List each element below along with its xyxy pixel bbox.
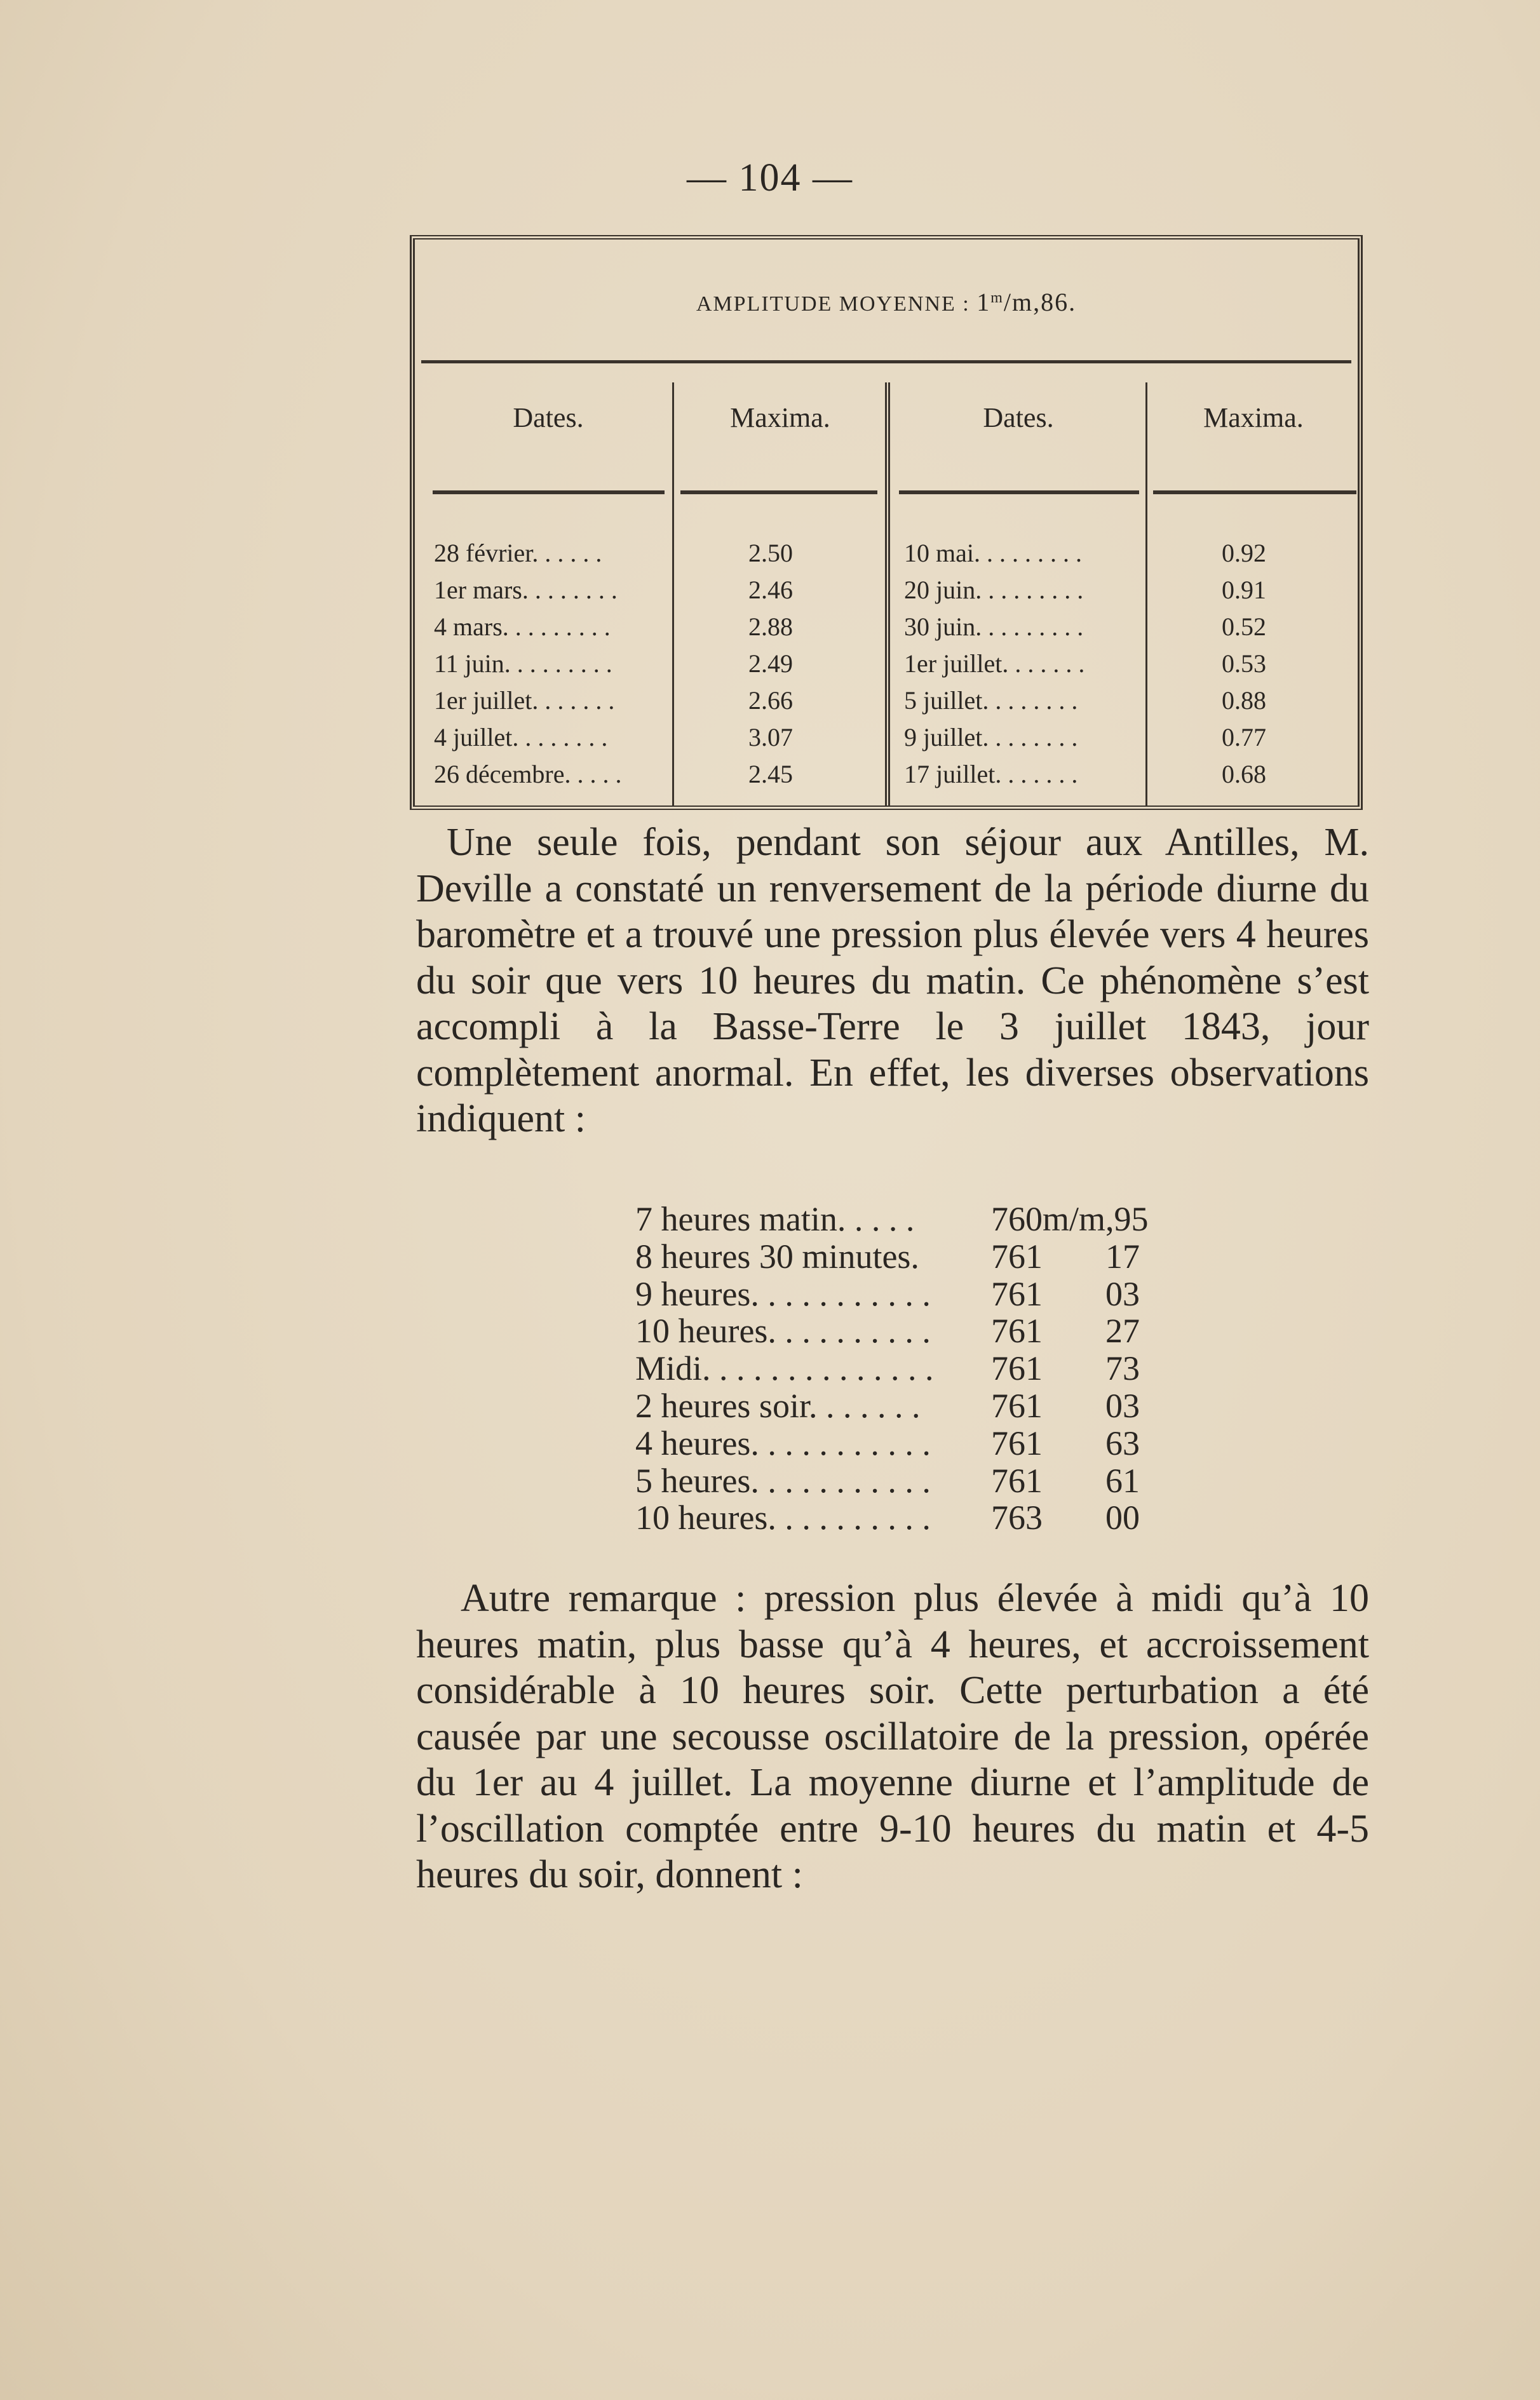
table-title-value: 1$^m$/m,86.	[976, 288, 1077, 316]
right-maxima-column	[1222, 535, 1349, 793]
left-maximum: 2.49	[748, 649, 793, 678]
page-number: — 104 —	[687, 156, 853, 199]
left-maximum: 2.50	[748, 539, 793, 567]
right-maximum: 0.77	[1222, 723, 1266, 752]
header-maxima-right: Maxima.	[1203, 402, 1304, 433]
observation-pressure: 761	[991, 1312, 1043, 1351]
observation-pressure: 761	[991, 1461, 1043, 1500]
center-divider	[885, 382, 890, 806]
paragraph-2: Autre remarque : pression plus élevée à midi qu’à 10 heures matin, plus basse qu’à 4 heures, et accroissement considérable à 10 heures soir. Cette perturbation a été causée par une secousse oscillatoire de la pression, opérée du 1er au 4 juillet. La moyenne diurne et l’amplitude de l’oscillation comptée entre 9-10 heures du matin et 4-5 heures du soir, donnent :	[416, 1577, 1369, 1896]
observation-time: 2 heures soir. . . . . . .	[635, 1386, 921, 1425]
right-maximum: 0.91	[1222, 576, 1266, 604]
observation-pressure: 760m/m,95	[991, 1200, 1149, 1238]
observation-time: 8 heures 30 minutes.	[635, 1237, 919, 1276]
maxima-table	[410, 235, 1363, 810]
left-maximum: 3.07	[748, 723, 793, 752]
observation-fraction: 73	[1105, 1349, 1140, 1388]
observation-pressure: 761	[991, 1237, 1043, 1276]
right-date: 10 mai. . . . . . . . .	[904, 539, 1082, 567]
observation-time: 4 heures. . . . . . . . . . .	[635, 1424, 931, 1462]
observation-time: 10 heures. . . . . . . . . .	[635, 1312, 931, 1351]
observation-time: Midi. . . . . . . . . . . . . .	[635, 1349, 934, 1388]
observation-fraction: 03	[1105, 1274, 1140, 1313]
observation-pressure: 761	[991, 1424, 1043, 1462]
right-date: 9 juillet. . . . . . . .	[904, 723, 1078, 752]
left-date: 1er mars. . . . . . . .	[434, 576, 618, 604]
left-maximum: 2.46	[748, 576, 793, 604]
observation-pressure: 763	[991, 1499, 1043, 1537]
right-date: 30 juin. . . . . . . . .	[904, 612, 1084, 641]
right-date: 20 juin. . . . . . . . .	[904, 576, 1084, 604]
header-rule	[899, 490, 1139, 494]
observation-pressure: 761	[991, 1386, 1043, 1425]
observation-fraction: 61	[1105, 1461, 1140, 1500]
observation-time: 5 heures. . . . . . . . . . .	[635, 1461, 931, 1500]
paragraph-1: Une seule fois, pendant son séjour aux Antilles, M. Deville a constaté un renversement de la période diurne du baromètre et a trouvé une pression plus élevée vers 4 heures du soir que vers 10 heures du matin. Ce phénomène s’est accompli à la Basse-Terre le 3 juillet 1843, jour complètement anormal. En effet, les diverses observations indiquent :	[416, 821, 1369, 1140]
right-maximum: 0.92	[1222, 539, 1266, 567]
header-rule	[433, 490, 665, 494]
observation-fraction: 03	[1105, 1386, 1140, 1425]
right-dates-column	[904, 535, 1142, 793]
observation-pressure: 761	[991, 1349, 1043, 1388]
left-date: 4 juillet. . . . . . . .	[434, 723, 608, 752]
left-date: 11 juin. . . . . . . . .	[434, 649, 612, 678]
observation-time: 9 heures. . . . . . . . . . .	[635, 1274, 931, 1313]
column-divider	[672, 382, 674, 806]
observation-fraction: 27	[1105, 1312, 1140, 1351]
observation-fraction: 00	[1105, 1499, 1140, 1537]
right-maximum: 0.52	[1222, 612, 1266, 641]
right-date: 1er juillet. . . . . . .	[904, 649, 1085, 678]
left-date: 4 mars. . . . . . . . .	[434, 612, 611, 641]
left-maximum: 2.45	[748, 760, 793, 788]
observation-time: 7 heures matin. . . . .	[635, 1200, 915, 1238]
observation-fraction: 17	[1105, 1237, 1140, 1276]
left-date: 1er juillet. . . . . . .	[434, 686, 615, 715]
table-title-label: AMPLITUDE MOYENNE :	[696, 292, 977, 316]
right-date: 17 juillet. . . . . . .	[904, 760, 1078, 788]
header-rule	[1153, 490, 1356, 494]
observation-pressure: 761	[991, 1274, 1043, 1313]
header-maxima-left: Maxima.	[730, 402, 830, 433]
header-rule	[680, 490, 877, 494]
right-maximum: 0.53	[1222, 649, 1266, 678]
right-maximum: 0.68	[1222, 760, 1266, 788]
column-divider	[1145, 382, 1147, 806]
observation-time: 10 heures. . . . . . . . . .	[635, 1499, 931, 1537]
observation-fraction: 63	[1105, 1424, 1140, 1462]
left-maximum: 2.88	[748, 612, 793, 641]
left-date: 28 février. . . . . .	[434, 539, 602, 567]
table-title	[415, 287, 1358, 317]
left-date: 26 décembre. . . . .	[434, 760, 622, 788]
right-date: 5 juillet. . . . . . . .	[904, 686, 1078, 715]
title-rule	[421, 360, 1351, 363]
left-maximum: 2.66	[748, 686, 793, 715]
left-maxima-column	[748, 535, 875, 793]
header-dates-right: Dates.	[983, 402, 1054, 433]
header-dates-left: Dates.	[513, 402, 584, 433]
right-maximum: 0.88	[1222, 686, 1266, 715]
left-dates-column	[434, 535, 669, 793]
